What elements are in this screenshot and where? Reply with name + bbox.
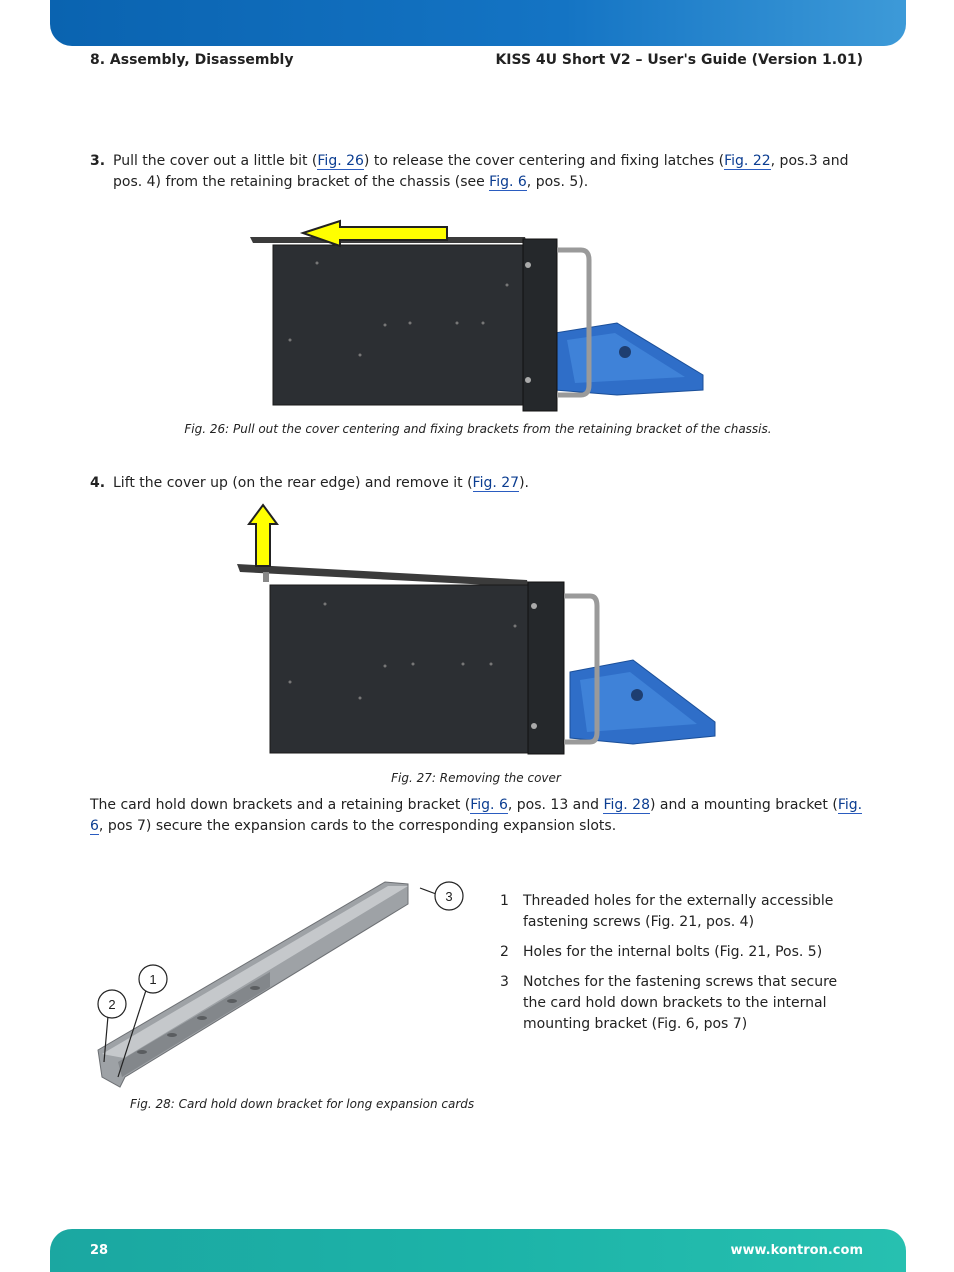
callout-1: 1 (149, 972, 157, 987)
link-fig-6[interactable]: Fig. 6 (90, 797, 863, 834)
legend-item (500, 942, 840, 963)
section-title: 8. Assembly, Disassembly (90, 52, 294, 68)
document-title: KISS 4U Short V2 – User's Guide (Version 1.01) (495, 52, 863, 68)
website-link[interactable]: www.kontron.com (730, 1243, 863, 1258)
page-number: 28 (90, 1243, 109, 1258)
figure-28-caption: Fig. 28: Card hold down bracket for long expansion cards (130, 1097, 475, 1111)
link-fig-22[interactable]: Fig. 22 (724, 153, 771, 169)
header-band (50, 0, 906, 46)
legend-text: Holes for the internal bolts (Fig. 21, Pos. 5) (523, 944, 823, 960)
legend-item (500, 891, 840, 933)
figure-27-caption: Fig. 27: Removing the cover (391, 771, 561, 785)
figure-26-chassis-cover-pull (245, 215, 710, 415)
step-text: Lift the cover up (on the rear edge) and remove it ( (113, 475, 473, 491)
figure-27-removing-cover (235, 500, 720, 760)
step-text: , pos.3 and pos. 4) from the retaining bracket of the chassis (see (113, 153, 849, 190)
link-fig-6[interactable]: Fig. 6 (489, 174, 527, 190)
step-4 (90, 473, 870, 494)
paragraph-text: , pos 7) secure the expansion cards to the corresponding expansion slots. (98, 818, 617, 834)
paragraph-text: The card hold down brackets and a retaining bracket ( (90, 797, 471, 813)
callout-3: 3 (445, 889, 453, 904)
legend-item (500, 972, 840, 1035)
legend-text: Notches for the fastening screws that secure the card hold down brackets to the internal mounting bracket (Fig. 6, pos 7) (523, 974, 838, 1032)
link-fig-6[interactable]: Fig. 6 (470, 797, 508, 813)
step-number: 3. (90, 153, 106, 169)
link-fig-26[interactable]: Fig. 26 (317, 153, 364, 169)
link-fig-28[interactable]: Fig. 28 (603, 797, 650, 813)
legend-number: 1 (500, 893, 509, 909)
callout-2: 2 (108, 997, 116, 1012)
step-text: , pos. 5). (526, 174, 589, 190)
step-3 (90, 151, 870, 193)
card-brackets-paragraph (90, 795, 866, 837)
step-text: ). (519, 475, 529, 491)
figure-28-legend (500, 891, 840, 1044)
legend-number: 3 (500, 974, 509, 990)
step-text: Pull the cover out a little bit ( (113, 153, 318, 169)
link-fig-27[interactable]: Fig. 27 (472, 475, 520, 491)
figure-26-caption: Fig. 26: Pull out the cover centering and fixing brackets from the retaining bracket of the chassis. (184, 422, 772, 436)
figure-28-card-hold-down-bracket (90, 872, 475, 1097)
paragraph-text: ) and a mounting bracket ( (650, 797, 838, 813)
legend-number: 2 (500, 944, 509, 960)
paragraph-text: , pos. 13 and (507, 797, 604, 813)
legend-text: Threaded holes for the externally accessible fastening screws (Fig. 21, pos. 4) (523, 893, 834, 930)
step-text: ) to release the cover centering and fixing latches ( (363, 153, 725, 169)
step-number: 4. (90, 475, 106, 491)
